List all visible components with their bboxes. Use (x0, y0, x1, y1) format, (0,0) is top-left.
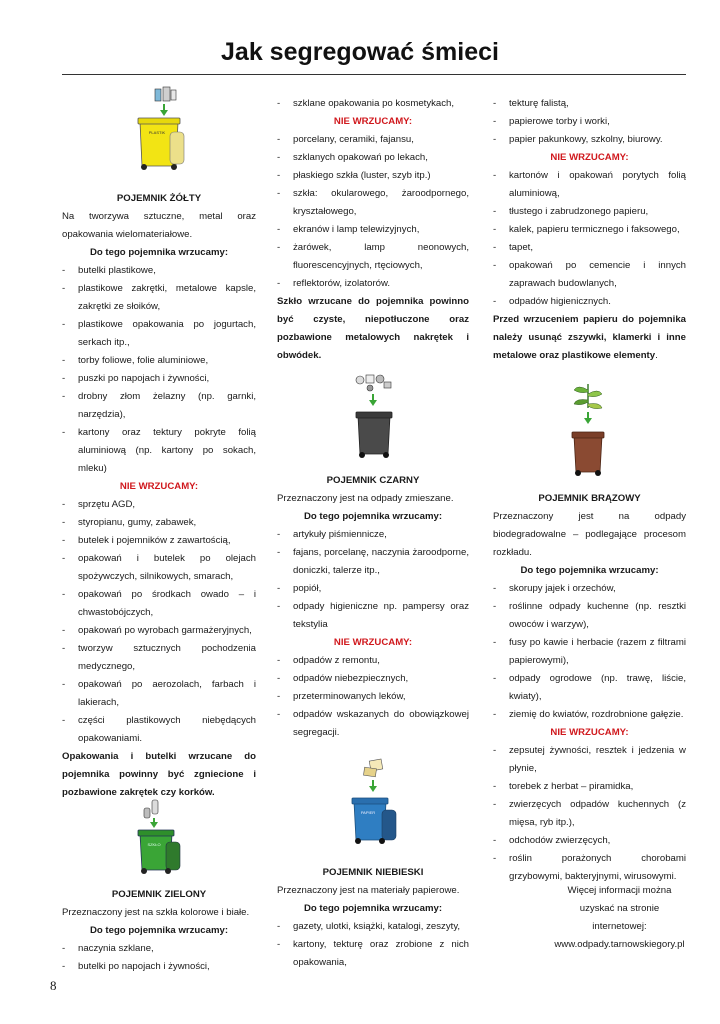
section-note (493, 311, 686, 365)
list-item: - fusy po kawie i herbacie (razem z filtrami papierowymi), (493, 634, 686, 670)
reject-list (277, 131, 469, 293)
list-item: - naczynia szklane, (62, 940, 256, 958)
list-item: - papier pakunkowy, szkolny, biurowy. (493, 131, 686, 149)
reject-list (493, 742, 686, 886)
accept-list (493, 580, 686, 724)
page-title: Jak segregować śmieci (221, 38, 499, 66)
blue-bin-section (277, 864, 469, 972)
section-intro: Na tworzywa sztuczne, metal oraz opakowania wielomateriałowe. (62, 211, 256, 240)
list-item: - tworzyw sztucznych pochodzenia medycznego, (62, 640, 256, 676)
list-item: - kartony oraz tektury pokryte folią aluminiową (np. kartony po sokach, mleku) (62, 424, 256, 478)
accept-list (62, 262, 256, 478)
list-item: - papierowe torby i worki, (493, 113, 686, 131)
list-item: - popiół, (277, 580, 469, 598)
list-item: - odpady higieniczne np. pampersy oraz tekstylia (277, 598, 469, 634)
list-item: - kartony, tekturę oraz zrobione z nich opakowania, (277, 936, 469, 972)
accept-list (277, 918, 469, 972)
plastic-bottles-icon (155, 87, 176, 101)
plant-waste-icon (574, 384, 602, 409)
blue-bin-section-continued (493, 95, 686, 365)
list-item: - porcelany, ceramiki, fajansu, (277, 131, 469, 149)
list-item: - gazety, ulotki, książki, katalogi, zeszyty, (277, 918, 469, 936)
list-item: - żarówek, lamp neonowych, fluorescencyjnych, rtęciowych, (277, 239, 469, 275)
reject-list (277, 652, 469, 742)
reject-list (62, 496, 256, 748)
black-bin-section (277, 472, 469, 742)
list-item: - tłustego i zabrudzonego papieru, (493, 203, 686, 221)
list-item: - szkła: okularowego, żaroodpornego, kryształowego, (277, 185, 469, 221)
accept-heading: Do tego pojemnika wrzucamy: (89, 925, 229, 936)
list-item: - sprzętu AGD, (62, 496, 256, 514)
info-footer (493, 882, 686, 954)
list-item: - artykuły piśmiennicze, (277, 526, 469, 544)
paper-icon (364, 759, 383, 777)
blue-bin-icon (346, 758, 400, 846)
section-note: Opakowania i butelki wrzucane do pojemnika powinny być zgniecione i pozbawione zakrętek czy korków. (62, 751, 256, 798)
section-intro: Przeznaczony jest na odpady zmieszane. (277, 493, 454, 504)
section-note-end: . (655, 350, 658, 361)
list-item: - puszki po napojach i żywności, (62, 370, 256, 388)
list-item: - plastikowe opakowania po jogurtach, serkach itp., (62, 316, 256, 352)
black-bin-icon (346, 372, 400, 462)
mixed-waste-icon (356, 375, 391, 391)
section-heading: POJEMNIK ZIELONY (111, 889, 207, 900)
list-item: - odchodów zwierzęcych, (493, 832, 686, 850)
reject-heading: NIE WRZUCAMY: (119, 481, 199, 492)
list-item: - torebek z herbat – piramidka, (493, 778, 686, 796)
list-item: - opakowań po wyrobach garmażeryjnych, (62, 622, 256, 640)
list-item: - butelek i pojemników z zawartością, (62, 532, 256, 550)
list-item: - szklanych opakowań po lekach, (277, 149, 469, 167)
list-item: - reflektorów, izolatorów. (277, 275, 469, 293)
list-item: - odpadów higienicznych. (493, 293, 686, 311)
list-item: - fajans, porcelanę, naczynia żaroodporne, doniczki, talerze itp., (277, 544, 469, 580)
list-item: - opakowań po cemencie i innych zaprawach budowlanych, (493, 257, 686, 293)
brown-bin-icon (562, 380, 614, 480)
page-number: 8 (50, 978, 57, 993)
reject-list (493, 167, 686, 311)
accept-heading: Do tego pojemnika wrzucamy: (520, 565, 659, 576)
list-item: - butelki plastikowe, (62, 262, 256, 280)
green-bin-icon (132, 796, 184, 876)
list-item: - zepsutej żywności, resztek i jedzenia w płynie, (493, 742, 686, 778)
list-item: - torby foliowe, folie aluminiowe, (62, 352, 256, 370)
bin-label: PLASTIK (148, 130, 166, 135)
list-item: - płaskiego szkła (luster, szyb itp.) (277, 167, 469, 185)
list-item: - roślin porażonych chorobami grzybowymi, bakteryjnymi, wirusowymi. (493, 850, 686, 886)
section-note-bold: Przed wrzuceniem papieru do pojemnika należy usunąć zszywki, klamerki i inne metalowe oraz plastikowe elementy (493, 314, 686, 361)
bin-label: SZKŁO (147, 842, 161, 847)
green-bin-section (62, 886, 256, 976)
section-heading: POJEMNIK CZARNY (326, 475, 420, 486)
accept-heading: Do tego pojemnika wrzucamy: (303, 511, 443, 522)
list-item: - opakowań i butelek po olejach spożywczych, silnikowych, smarach, (62, 550, 256, 586)
accept-heading: Do tego pojemnika wrzucamy: (89, 247, 229, 258)
list-item: - odpadów wskazanych do obowiązkowej segregacji. (277, 706, 469, 742)
list-item: - ekranów i lamp telewizyjnych, (277, 221, 469, 239)
accept-heading: Do tego pojemnika wrzucamy: (303, 903, 443, 914)
list-item: - kartonów i opakowań porytych folią aluminiową, (493, 167, 686, 203)
list-item: - butelki po napojach i żywności, (62, 958, 256, 976)
list-item: - tapet, (493, 239, 686, 257)
list-item: - opakowań po aerozolach, farbach i lakierach, (62, 676, 256, 712)
footer-line: Więcej informacji można (567, 885, 672, 896)
green-bin-section-continued (277, 95, 469, 365)
section-intro: Przeznaczony jest na szkła kolorowe i białe. (62, 907, 250, 918)
accept-list (277, 526, 469, 634)
reject-heading: NIE WRZUCAMY: (550, 152, 629, 163)
list-item: - szklane opakowania po kosmetykach, (277, 95, 469, 113)
list-item: - ziemię do kwiatów, rozdrobnione gałęzie. (493, 706, 686, 724)
accept-list-continued (493, 95, 686, 149)
list-item: - odpadów z remontu, (277, 652, 469, 670)
list-item: - plastikowe zakrętki, metalowe kapsle, zakrętki ze słoików, (62, 280, 256, 316)
list-item: - części plastikowych niebędących opakowaniami. (62, 712, 256, 748)
list-item: - odpadów niebezpiecznych, (277, 670, 469, 688)
yellow-bin-icon (130, 86, 188, 172)
list-item: - opakowań po środkach owado – i chwastobójczych, (62, 586, 256, 622)
list-item: - przeterminowanych leków, (277, 688, 469, 706)
section-intro: Przeznaczony jest na materiały papierowe. (277, 885, 460, 896)
list-item: - odpady ogrodowe (np. trawę, liście, kwiaty), (493, 670, 686, 706)
yellow-bin-section (62, 190, 256, 802)
footer-line: uzyskać na stronie internetowej: (579, 903, 660, 932)
list-item: - styropianu, gumy, zabawek, (62, 514, 256, 532)
list-item: - skorupy jajek i orzechów, (493, 580, 686, 598)
section-heading: POJEMNIK BRĄZOWY (538, 493, 641, 504)
section-intro: Przeznaczony jest na odpady biodegradowalne – podlegające procesom rozkładu. (493, 511, 686, 558)
section-heading: POJEMNIK ŻÓŁTY (116, 193, 202, 204)
list-item: - kalek, papieru termicznego i faksowego, (493, 221, 686, 239)
brown-bin-section (493, 490, 686, 886)
list-item: - roślinne odpady kuchenne (np. resztki owoców i warzyw), (493, 598, 686, 634)
accept-list-continued (277, 95, 469, 113)
list-item: - drobny złom żelazny (np. garnki, narzędzia), (62, 388, 256, 424)
glass-bottles-icon (144, 800, 158, 818)
accept-list (62, 940, 256, 976)
title-rule (62, 74, 686, 75)
list-item: - zwierzęcych odpadów kuchennych (z mięsa, ryb itp.), (493, 796, 686, 832)
bin-label: PAPIER (360, 810, 376, 815)
section-note: Szkło wrzucane do pojemnika powinno być czyste, niepotłuczone oraz pozbawione metalowych nakrętek i obwódek. (277, 296, 469, 361)
reject-heading: NIE WRZUCAMY: (333, 116, 413, 127)
reject-heading: NIE WRZUCAMY: (550, 727, 629, 738)
reject-heading: NIE WRZUCAMY: (333, 637, 413, 648)
website-link[interactable]: www.odpady.tarnowskiegory.pl (554, 939, 685, 950)
list-item: - tekturę falistą, (493, 95, 686, 113)
section-heading: POJEMNIK NIEBIESKI (322, 867, 424, 878)
